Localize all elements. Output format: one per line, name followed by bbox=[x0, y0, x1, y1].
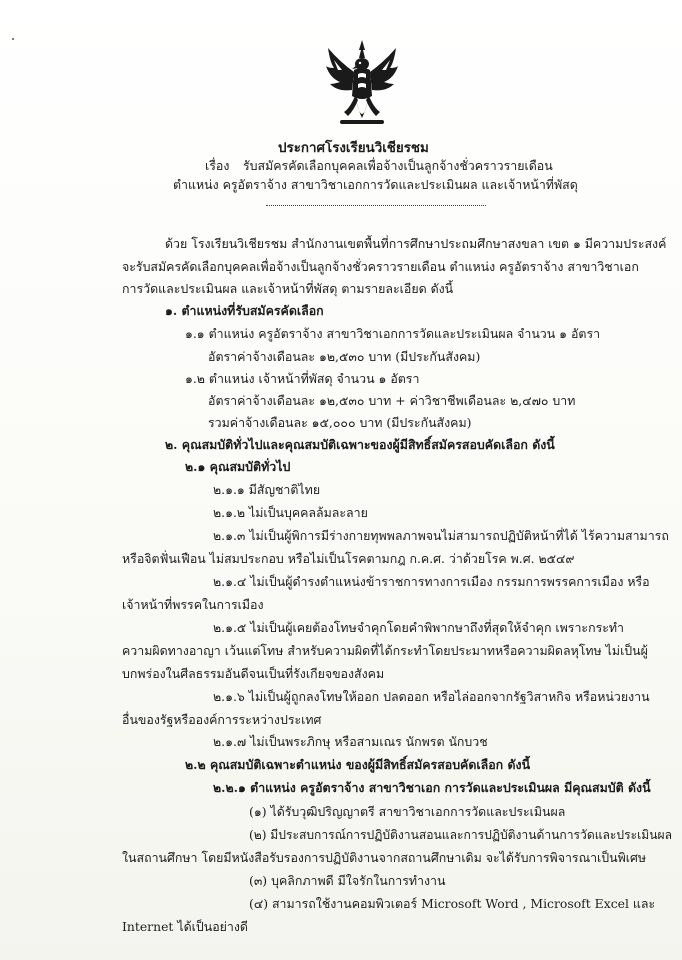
teacher-heading: ๒.๒.๑ ตำแหน่ง ครูอัตราจ้าง สาขาวิชาเอก การวัดและประเมินผล มีคุณสมบัติ ดังนี้ bbox=[213, 780, 651, 795]
intro-line-1: ด้วย โรงเรียนวิเชียรชม สำนักงานเขตพื้นที่การศึกษาประถมศึกษาสงขลา เขต ๑ มีความประสงค์ bbox=[165, 236, 667, 251]
general-item: ๒.๑.๖ ไม่เป็นผู้ถูกลงโทษให้ออก ปลดออก หรือไล่ออกจากรัฐวิสาหกิจ หรือหน่วยงาน bbox=[213, 689, 650, 704]
announcement-header: ประกาศโรงเรียนวิเชียรชม bbox=[278, 140, 429, 156]
subject-label: เรื่อง bbox=[205, 158, 230, 173]
subject-text: รับสมัครคัดเลือกบุคคลเพื่อจ้างเป็นลูกจ้างชั่วคราวรายเดือน bbox=[243, 158, 553, 173]
general-item-cont: ความผิดทางอาญา เว้นแต่โทษ สำหรับความผิดที่ได้กระทำโดยประมาทหรือความผิดลหุโทษ ไม่เป็นผู้ bbox=[122, 643, 648, 658]
section1-item2-total: รวมค่าจ้างเดือนละ ๑๕,๐๐๐ บาท (มีประกันสังคม) bbox=[208, 415, 472, 430]
general-item: ๒.๑.๔ ไม่เป็นผู้ดำรงตำแหน่งข้าราชการทางการเมือง กรรมการพรรคการเมือง หรือ bbox=[213, 574, 650, 589]
section1-item1-title: ๑.๑ ตำแหน่ง ครูอัตราจ้าง สาขาวิชาเอกการวัดและประเมินผล จำนวน ๑ อัตรา bbox=[185, 326, 601, 341]
general-item: ๒.๑.๕ ไม่เป็นผู้เคยต้องโทษจำคุกโดยคำพิพากษาถึงที่สุดให้จำคุก เพราะกระทำ bbox=[213, 620, 625, 635]
general-heading: ๒.๑ คุณสมบัติทั่วไป bbox=[185, 459, 291, 474]
intro-line-2: จะรับสมัครคัดเลือกบุคคลเพื่อจ้างเป็นลูกจ้างชั่วคราวรายเดือน ตำแหน่ง ครูอัตราจ้าง สาขาวิชาเอก bbox=[122, 259, 639, 274]
garuda-emblem-icon bbox=[324, 38, 400, 130]
specific-heading: ๒.๒ คุณสมบัติเฉพาะตำแหน่ง ของผู้มีสิทธิ์สมัครสอบคัดเลือก ดังนี้ bbox=[185, 757, 531, 772]
general-item: ๒.๑.๗ ไม่เป็นพระภิกษุ หรือสามเณร นักพรต นักบวช bbox=[213, 734, 488, 749]
section1-heading: ๑. ตำแหน่งที่รับสมัครคัดเลือก bbox=[165, 303, 324, 318]
teacher-item: (๓) บุคลิกภาพดี มีใจรักในการทำงาน bbox=[249, 873, 446, 888]
scan-speck bbox=[12, 38, 14, 40]
general-item-cont: เจ้าหน้าที่พรรคในการเมือง bbox=[122, 597, 264, 612]
teacher-item-cont: Internet ได้เป็นอย่างดี bbox=[122, 919, 248, 934]
teacher-item: (๒) มีประสบการณ์การปฏิบัติงานสอนและการปฏิบัติงานด้านการวัดและประเมินผล bbox=[249, 827, 673, 842]
section1-item2-wage: อัตราค่าจ้างเดือนละ ๑๒,๕๓๐ บาท + ค่าวิชาชีพเดือนละ ๒,๔๗๐ บาท bbox=[208, 393, 576, 408]
teacher-item: (๔) สามารถใช้งานคอมพิวเตอร์ Microsoft Word , Microsoft Excel และ bbox=[249, 896, 656, 911]
general-item: ๒.๑.๓ ไม่เป็นผู้พิการมีร่างกายทุพพลภาพจนไม่สามารถปฏิบัติหน้าที่ได้ ไร้ความสามารถ bbox=[213, 528, 669, 543]
teacher-item-cont: ในสถานศึกษา โดยมีหนังสือรับรองการปฏิบัติงานจากสถานศึกษาเดิม จะได้รับการพิจารณาเป็นพิเศษ bbox=[122, 850, 647, 865]
teacher-item: (๑) ได้รับวุฒิปริญญาตรี สาขาวิชาเอกการวัดและประเมินผล bbox=[249, 804, 566, 819]
general-item: ๒.๑.๒ ไม่เป็นบุคคลล้มละลาย bbox=[213, 505, 368, 520]
header-divider bbox=[266, 205, 486, 206]
general-item-cont: บกพร่องในศีลธรรมอันดีจนเป็นที่รังเกียจของสังคม bbox=[122, 666, 385, 681]
section1-item1-wage: อัตราค่าจ้างเดือนละ ๑๒,๕๓๐ บาท (มีประกันสังคม) bbox=[208, 349, 481, 364]
positions-line: ตำแหน่ง ครูอัตราจ้าง สาขาวิชาเอกการวัดและประเมินผล และเจ้าหน้าที่พัสดุ bbox=[173, 177, 578, 192]
section1-item2-title: ๑.๒ ตำแหน่ง เจ้าหน้าที่พัสดุ จำนวน ๑ อัตรา bbox=[185, 371, 420, 386]
general-item-cont: หรือจิตฟั่นเฟือน ไม่สมประกอบ หรือไม่เป็นโรคตามกฎ ก.ค.ศ. ว่าด้วยโรค พ.ศ. ๒๕๔๙ bbox=[122, 551, 575, 566]
intro-line-3: การวัดและประเมินผล และเจ้าหน้าที่พัสดุ ตามรายละเอียด ดังนี้ bbox=[122, 281, 454, 296]
general-item-cont: อื่นของรัฐหรือองค์การระหว่างประเทศ bbox=[122, 712, 322, 727]
section2-heading: ๒. คุณสมบัติทั่วไปและคุณสมบัติเฉพาะของผู้มีสิทธิ์สมัครสอบคัดเลือก ดังนี้ bbox=[165, 437, 555, 452]
general-item: ๒.๑.๑ มีสัญชาติไทย bbox=[213, 482, 321, 497]
